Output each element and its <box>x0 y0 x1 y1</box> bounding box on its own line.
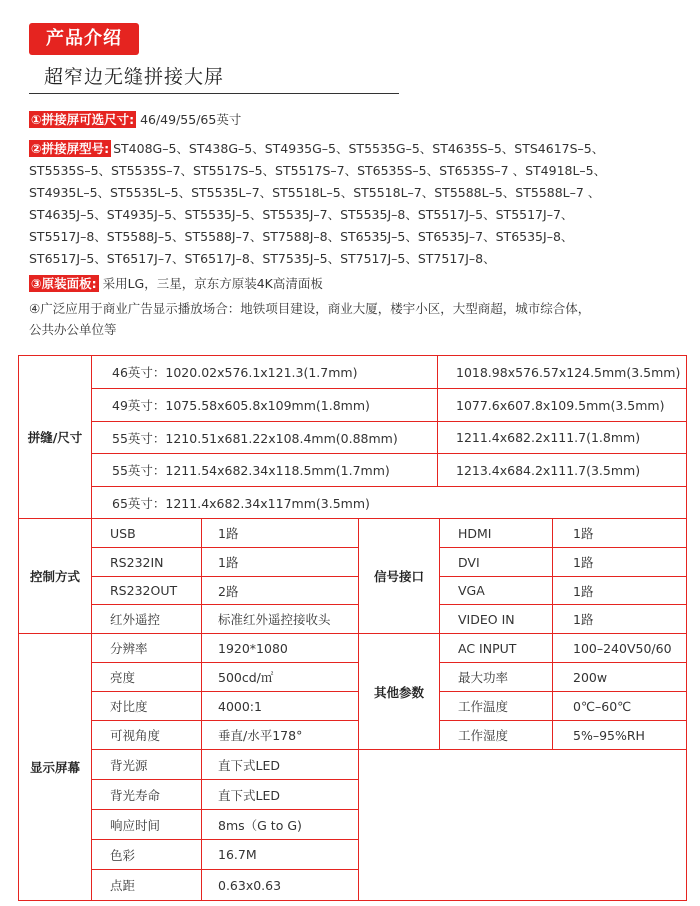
panel-value: 采用LG，三星，京东方原装4K高清面板 <box>98 276 323 291</box>
signal-value: 1路 <box>553 605 686 634</box>
models-line: ST5535S–5、ST5535S–7、ST5517S–5、ST5517S–7、ST6535S–5、ST6535S–7 、ST4918L–5、 <box>29 163 607 178</box>
seam-cell: 1213.4x684.2x111.7(3.5mm) <box>438 454 686 487</box>
other-name: 最大功率 <box>440 663 553 692</box>
display-value: 垂直/水平178° <box>202 721 359 750</box>
display-name: 亮度 <box>92 663 202 692</box>
seam-cell: 49英寸：1075.58x605.8x109mm(1.8mm) <box>92 389 438 422</box>
display-value: 16.7M <box>202 840 359 870</box>
display-name: 分辨率 <box>92 634 202 663</box>
section-badge: 产品介绍 <box>29 23 139 55</box>
other-name: AC INPUT <box>440 634 553 663</box>
control-value: 1路 <box>202 519 359 548</box>
signal-name: DVI <box>440 548 553 577</box>
models-line: ST6517J–5、ST6517J–7、ST6517J–8、ST7535J–5、ST7517J–5、ST7517J–8、 <box>29 251 496 266</box>
page-title: 超窄边无缝拼接大屏 <box>44 66 225 88</box>
signal-value: 1路 <box>553 577 686 605</box>
display-name: 背光源 <box>92 750 202 780</box>
application-line-2: 公共办公单位等 <box>29 322 117 337</box>
other-name: 工作温度 <box>440 692 553 721</box>
seam-cell: 1077.6x607.8x109.5mm(3.5mm) <box>438 389 686 422</box>
display-value: 直下式LED <box>202 780 359 810</box>
models-line: ST4635J–5、ST4935J–5、ST5535J–5、ST5535J–7、ST5535J–8、ST5517J–5、ST5517J–7、 <box>29 207 574 222</box>
seam-cell: 55英寸：1211.54x682.34x118.5mm(1.7mm) <box>92 454 438 487</box>
display-name: 色彩 <box>92 840 202 870</box>
control-name: USB <box>92 519 202 548</box>
models-line: ST4935L–5、ST5535L–5、ST5535L–7、ST5518L–5、ST5518L–7、ST5588L–5、ST5588L–7 、 <box>29 185 601 200</box>
other-value: 200w <box>553 663 686 692</box>
control-value: 2路 <box>202 577 359 605</box>
other-label: 其他参数 <box>359 634 440 750</box>
control-label: 控制方式 <box>19 519 92 634</box>
control-name: RS232IN <box>92 548 202 577</box>
panel-tag: ③原装面板: <box>31 276 97 291</box>
sizes-line <box>29 110 241 130</box>
models-line: ST5517J–8、ST5588J–5、ST5588J–7、ST7588J–8、ST6535J–5、ST6535J–7、ST6535J–8、 <box>29 229 574 244</box>
models-block <box>29 138 679 270</box>
signal-name: VGA <box>440 577 553 605</box>
signal-name: VIDEO IN <box>440 605 553 634</box>
other-value: 5%–95%RH <box>553 721 686 750</box>
other-name: 工作湿度 <box>440 721 553 750</box>
seam-label: 拼缝/尺寸 <box>19 356 92 519</box>
control-name: RS232OUT <box>92 577 202 605</box>
display-name: 对比度 <box>92 692 202 721</box>
sizes-tag: ①拼接屏可选尺寸: <box>31 112 135 127</box>
other-value: 0℃–60℃ <box>553 692 686 721</box>
sizes-value: 46/49/55/65英寸 <box>136 112 242 127</box>
control-value: 标准红外遥控接收头 <box>202 605 359 634</box>
display-value: 直下式LED <box>202 750 359 780</box>
spec-table <box>18 355 687 901</box>
seam-cell: 46英寸：1020.02x576.1x121.3(1.7mm) <box>92 356 438 389</box>
seam-cell: 1211.4x682.2x111.7(1.8mm) <box>438 422 686 454</box>
application-line: ④广泛应用于商业广告显示播放场合：地铁项目建设，商业大厦，楼宇小区，大型商超，城市综合体， <box>29 301 591 316</box>
signal-label: 信号接口 <box>359 519 440 634</box>
display-name: 点距 <box>92 870 202 900</box>
models-tag: ②拼接屏型号: <box>31 141 110 156</box>
signal-value: 1路 <box>553 519 686 548</box>
seam-cell: 1018.98x576.57x124.5mm(3.5mm) <box>438 356 686 389</box>
seam-cell: 65英寸：1211.4x682.34x117mm(3.5mm) <box>92 487 686 519</box>
signal-name: HDMI <box>440 519 553 548</box>
models-line: ST408G–5、ST438G–5、ST4935G–5、ST5535G–5、ST4635S–5、STS4617S–5、 <box>113 141 605 156</box>
display-label: 显示屏幕 <box>19 634 92 900</box>
other-value: 100–240V50/60 <box>553 634 686 663</box>
display-name: 可视角度 <box>92 721 202 750</box>
seam-cell: 55英寸：1210.51x681.22x108.4mm(0.88mm) <box>92 422 438 454</box>
display-name: 背光寿命 <box>92 780 202 810</box>
title-underline <box>29 93 399 94</box>
control-name: 红外遥控 <box>92 605 202 634</box>
display-name: 响应时间 <box>92 810 202 840</box>
panel-line <box>29 274 323 294</box>
display-value: 8ms（G to G) <box>202 810 359 840</box>
display-value: 0.63x0.63 <box>202 870 359 900</box>
display-value: 4000:1 <box>202 692 359 721</box>
control-value: 1路 <box>202 548 359 577</box>
display-value: 1920*1080 <box>202 634 359 663</box>
display-value: 500cd/㎡ <box>202 663 359 692</box>
signal-value: 1路 <box>553 548 686 577</box>
